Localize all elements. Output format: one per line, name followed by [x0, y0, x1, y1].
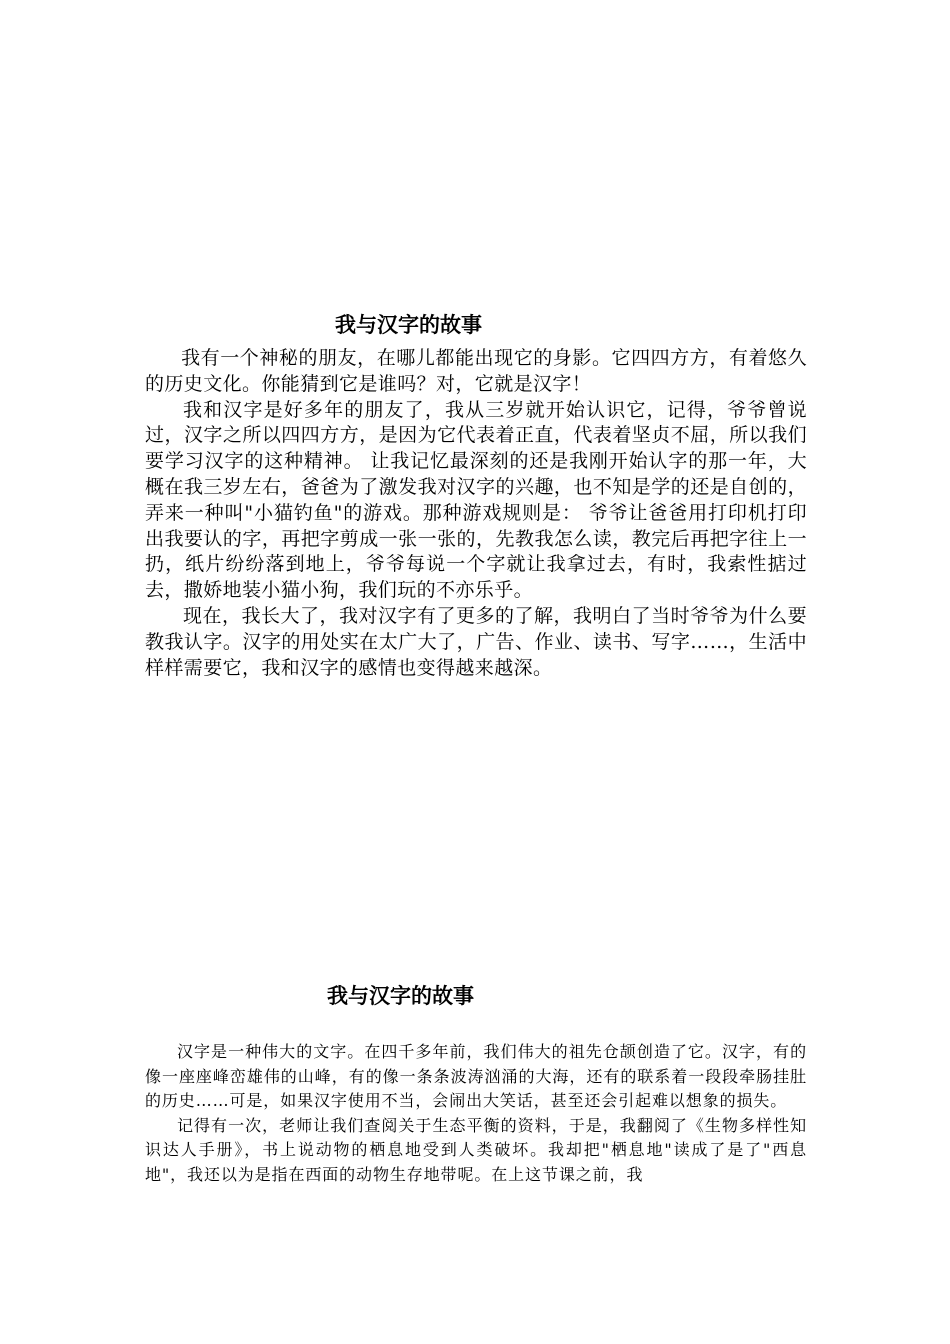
essay-1-paragraph-1: 我有一个神秘的朋友，在哪儿都能出现它的身影。它四四方方，有着悠久的历史文化。你能猜到它是谁吗？对，它就是汉字！ [145, 347, 807, 395]
essay-1-paragraph-2: 我和汉字是好多年的朋友了，我从三岁就开始认识它，记得，爷爷曾说过，汉字之所以四四方方，是因为它代表着正直，代表着坚贞不屈，所以我们要学习汉字的这种精神。 让我记忆最深刻的还是我刚开始认字的那一年，大概在我三岁左右，爸爸为了激发我对汉字的兴趣，也不知是学的还是自创的，弄来一种叫"小猫钓鱼"的游戏。那种游戏规则是： 爷爷让爸爸用打印机打印出我要认的字，再把字剪成一张一张的，先教我怎么读，教完后再把字往上一扔，纸片纷纷落到地上，爷爷每说一个字就让我拿过去，有时，我索性掂过去，撒娇地装小猫小狗，我们玩的不亦乐乎。 [145, 398, 807, 602]
essay-section-2 [145, 980, 807, 1188]
essay-2-title: 我与汉字的故事 [327, 983, 474, 1008]
essay-1-body [145, 346, 807, 681]
essay-2-body [145, 1040, 807, 1188]
essay-2-paragraph-2: 记得有一次，老师让我们查阅关于生态平衡的资料，于是，我翻阅了《生物多样性知识达人手册》，书上说动物的栖息地受到人类破坏。我却把"栖息地"读成了是了"西息地"，我还以为是指在西面的动物生存地带呢。在上这节课之前，我 [145, 1115, 807, 1184]
essay-1-paragraph-3: 现在，我长大了，我对汉字有了更多的了解，我明白了当时爷爷为什么要教我认字。汉字的用处实在太广大了，广告、作业、读书、写字……，生活中样样需要它，我和汉字的感情也变得越来越深。 [145, 604, 807, 679]
essay-2-paragraph-1: 汉字是一种伟大的文字。在四千多年前，我们伟大的祖先仓颉创造了它。汉字，有的像一座座峰峦雄伟的山峰，有的像一条条波涛汹涌的大海，还有的联系着一段段牵肠挂肚的历史……可是，如果汉字使用不当，会闹出大笑话，甚至还会引起难以想象的损失。 [145, 1042, 807, 1111]
essay-section-1 [145, 308, 807, 681]
essay-1-title: 我与汉字的故事 [335, 312, 482, 337]
